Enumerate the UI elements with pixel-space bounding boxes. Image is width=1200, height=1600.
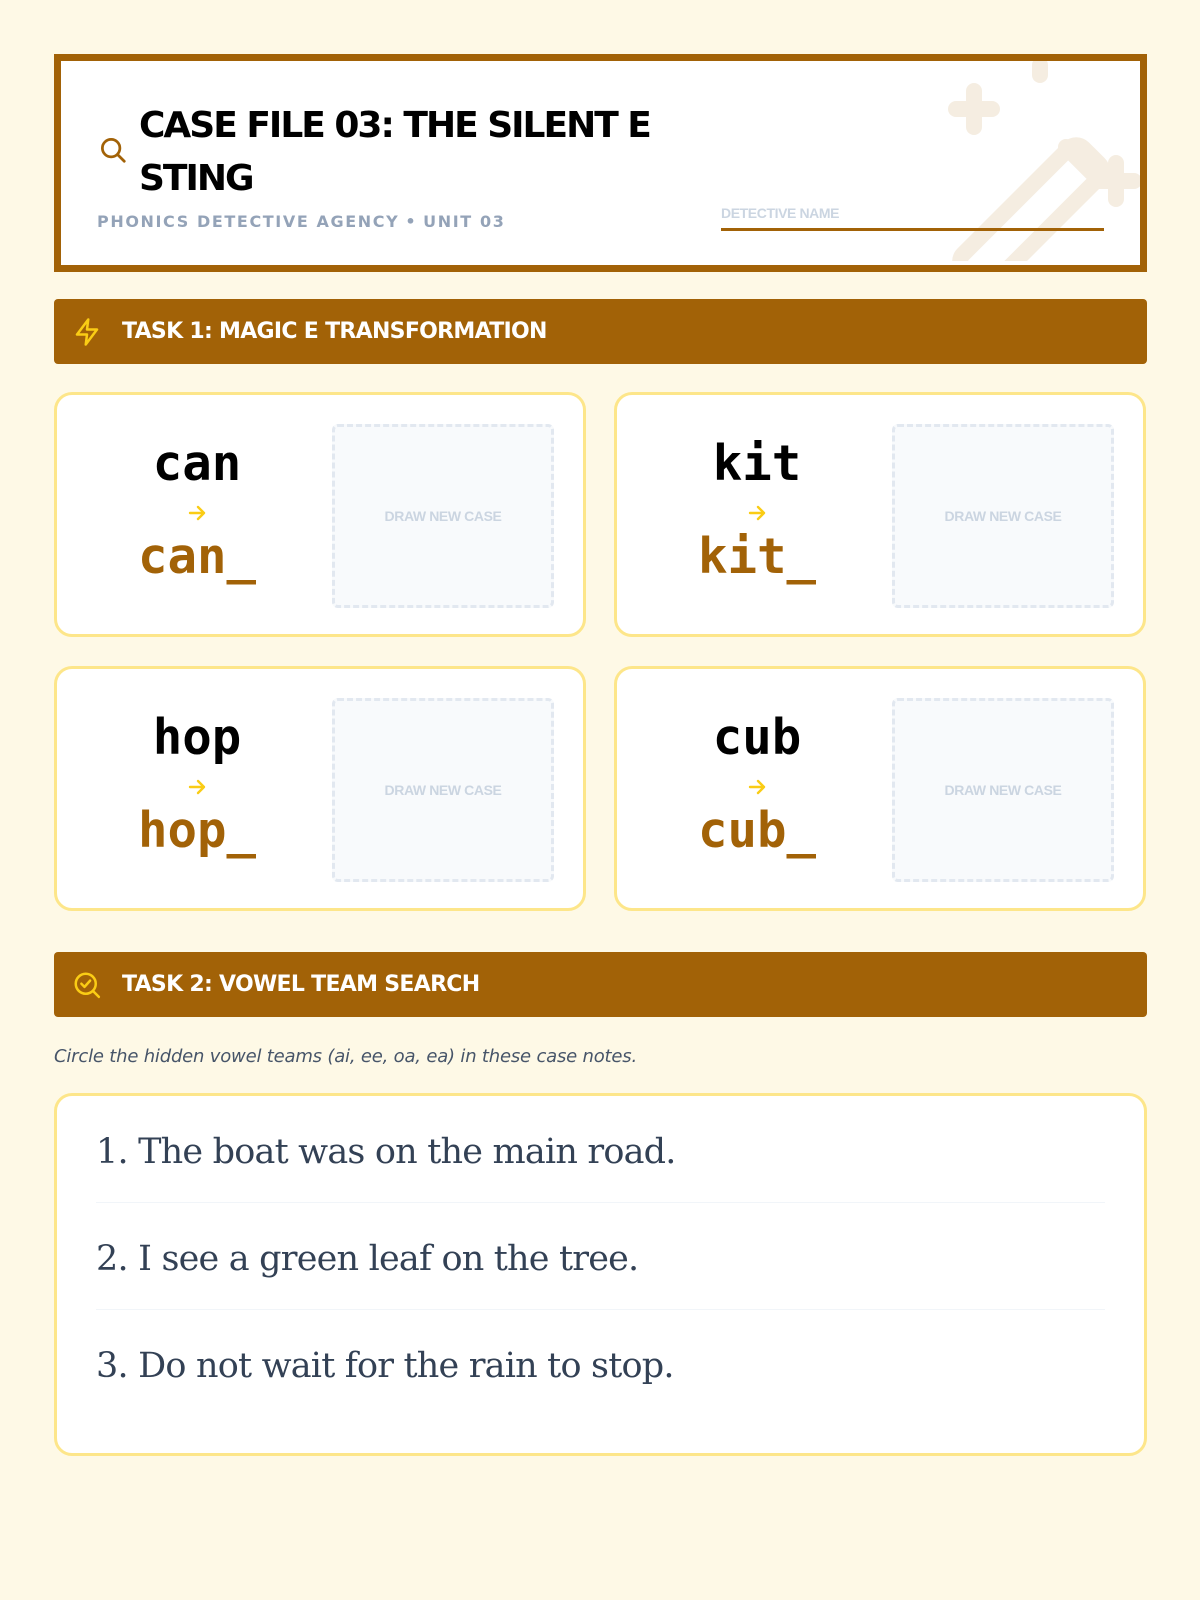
detective-name-field[interactable] xyxy=(721,228,1104,231)
word-column xyxy=(97,669,297,908)
task2-header xyxy=(54,952,1147,1017)
case-note-sentence[interactable]: 2. I see a green leaf on the tree. xyxy=(96,1203,1105,1310)
word-card xyxy=(614,392,1146,637)
base-word: can xyxy=(152,435,242,492)
task2-instruction: Circle the hidden vowel teams (ai, ee, oa, ea) in these case notes. xyxy=(54,1046,637,1067)
draw-label: DRAW NEW CASE xyxy=(944,782,1062,798)
subtitle-separator: • xyxy=(405,212,418,231)
magic-e-word: cub_ xyxy=(697,802,816,859)
case-file-header xyxy=(54,54,1147,272)
magic-e-word: kit_ xyxy=(697,528,816,585)
arrow-right-icon xyxy=(97,775,297,804)
case-notes-card xyxy=(54,1093,1147,1456)
lightning-icon xyxy=(72,317,102,347)
word-card xyxy=(54,392,586,637)
agency-name: PHONICS DETECTIVE AGENCY xyxy=(97,212,400,231)
task2-title: TASK 2: VOWEL TEAM SEARCH xyxy=(122,972,480,997)
search-icon xyxy=(98,135,128,165)
draw-label: DRAW NEW CASE xyxy=(384,508,502,524)
unit-label: UNIT 03 xyxy=(423,212,506,231)
agency-subtitle xyxy=(97,212,505,231)
detective-name-label: DETECTIVE NAME xyxy=(721,205,840,221)
arrow-right-icon xyxy=(97,501,297,530)
task1-header xyxy=(54,299,1147,364)
case-note-sentence[interactable]: 3. Do not wait for the rain to stop. xyxy=(96,1346,674,1386)
drawing-area[interactable] xyxy=(332,424,554,608)
base-word: cub xyxy=(712,709,802,766)
word-column xyxy=(657,395,857,634)
task1-title: TASK 1: MAGIC E TRANSFORMATION xyxy=(122,319,547,344)
word-column xyxy=(657,669,857,908)
draw-label: DRAW NEW CASE xyxy=(384,782,502,798)
magic-e-word: can_ xyxy=(137,528,256,585)
magic-wand-icon xyxy=(940,61,1140,261)
word-card xyxy=(614,666,1146,911)
drawing-area[interactable] xyxy=(892,424,1114,608)
page-title: CASE FILE 03: THE SILENT E STING xyxy=(139,105,650,199)
arrow-right-icon xyxy=(657,501,857,530)
drawing-area[interactable] xyxy=(332,698,554,882)
drawing-area[interactable] xyxy=(892,698,1114,882)
case-note-sentence[interactable]: 1. The boat was on the main road. xyxy=(96,1096,1105,1203)
search-check-icon xyxy=(72,970,102,1000)
base-word: hop xyxy=(152,709,242,766)
base-word: kit xyxy=(712,435,802,492)
word-card xyxy=(54,666,586,911)
word-column xyxy=(97,395,297,634)
arrow-right-icon xyxy=(657,775,857,804)
magic-e-word: hop_ xyxy=(137,802,256,859)
draw-label: DRAW NEW CASE xyxy=(944,508,1062,524)
